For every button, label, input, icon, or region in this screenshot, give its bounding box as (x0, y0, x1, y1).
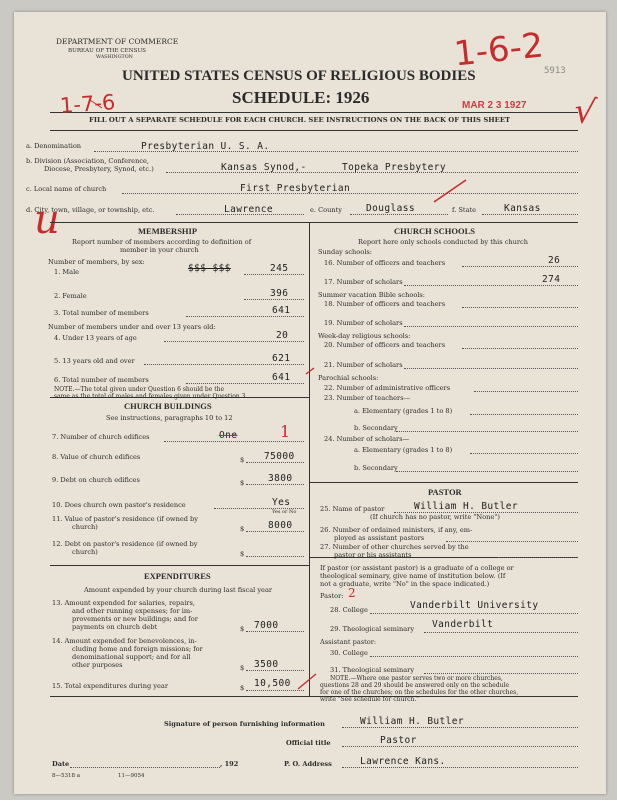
dollar-14: $ (240, 664, 245, 672)
bureau-line: BUREAU OF THE CENSUS (68, 48, 147, 54)
q11-value: 8000 (268, 520, 293, 531)
washington-line: WASHINGTON (96, 55, 133, 60)
dollar-12: $ (240, 550, 245, 558)
dollar-11: $ (240, 525, 245, 533)
state-value: Kansas (504, 203, 541, 214)
q27-line-1: 27. Number of other churches served by the (320, 543, 469, 551)
year-label: , 192 (220, 760, 239, 768)
q26-line-2: ployed as assistant pastors (334, 534, 425, 542)
age-heading: Number of members under and over 13 years old: (48, 323, 216, 331)
q22-label: 22. Number of administrative officers (324, 384, 451, 392)
po-address-label: P. O. Address (284, 760, 332, 768)
q7-label: 7. Number of church edifices (52, 433, 150, 441)
signature-value: William H. Butler (360, 716, 465, 727)
sunday-heading: Sunday schools: (318, 248, 372, 256)
margin-mark: u (34, 197, 60, 243)
schools-heading: CHURCH SCHOOLS (394, 226, 475, 236)
membership-heading: MEMBERSHIP (138, 226, 198, 236)
q2-label: 2. Female (54, 292, 87, 300)
form-title: UNITED STATES CENSUS OF RELIGIOUS BODIES (122, 68, 476, 84)
q23a-label: a. Elementary (grades 1 to 8) (354, 407, 453, 415)
q4-value: 20 (276, 330, 289, 341)
presbytery-value: Topeka Presbytery (342, 162, 447, 173)
division-label: b. Division (Association, Conference, (26, 157, 150, 165)
expenditures-heading: EXPENDITURES (144, 571, 211, 581)
form-number-2: 11—9054 (118, 773, 145, 779)
q13-line-3: provements or new buildings; and for (72, 615, 198, 623)
form-number-1: 8—5318 a (52, 773, 81, 779)
q5-label: 5. 13 years old and over (54, 357, 135, 365)
q14-line-2: cluding home and foreign missions; for (72, 645, 203, 653)
official-title-label: Official title (286, 739, 331, 747)
schools-sub: Report here only schools conducted by this church (358, 238, 528, 246)
q19-label: 19. Number of scholars (324, 319, 403, 327)
q20-label: 20. Number of officers and teachers (324, 341, 446, 349)
grad-line-3: not a graduate, write "No" in the space indicated.) (320, 580, 490, 588)
city-value: Lawrence (224, 204, 273, 215)
q13-line-2: and other running expenses; for im- (72, 607, 193, 615)
expenditures-sub: Amount expended by your church during last fiscal year (84, 586, 273, 594)
grad-line-2: theological seminary, give name of institution below. (If (320, 572, 506, 580)
q14-line-4: other purposes (72, 661, 123, 669)
parochial-heading: Parochial schools: (318, 374, 379, 382)
q2-value: 396 (270, 288, 289, 299)
q24-label: 24. Number of scholars— (324, 435, 410, 443)
q15-label: 15. Total expenditures during year (52, 682, 168, 690)
pastor-note-1: NOTE.—Where one pastor serves two or more churches, (330, 675, 503, 682)
membership-note-1: NOTE.—The total given under Question 6 should be the (54, 386, 225, 393)
city-label: d. City, town, village, or township, etc. (26, 206, 155, 214)
signature-label: Signature of person furnishing information (164, 720, 325, 728)
q11-label-2: church) (72, 523, 98, 531)
q11-label: 11. Value of pastor's residence (if owned by (52, 515, 198, 523)
county-check-stroke (434, 180, 466, 202)
red-pencil-strokes (14, 12, 606, 794)
struck-male-value: $$$ $$$ (188, 263, 231, 274)
q6-label: 6. Total number of members (54, 376, 149, 384)
q13-line-1: 13. Amount expended for salaries, repairs, (52, 599, 195, 607)
state-label: f. State (452, 206, 477, 214)
membership-sub-1: Report number of members according to definition of (72, 238, 252, 246)
q6-value: 641 (272, 372, 291, 383)
q29-value: Vanderbilt (432, 619, 494, 630)
membership-note-2: same as the total of males and females given under Question 3. (54, 393, 248, 400)
q25-value: William H. Butler (414, 501, 519, 512)
dollar-15: $ (240, 684, 245, 692)
schedule-title: SCHEDULE: 1926 (232, 88, 370, 107)
pastor-sub-heading: Pastor: (320, 592, 344, 600)
dollar-13: $ (240, 625, 245, 633)
file-number: 5913 (544, 66, 566, 76)
census-schedule-sheet (14, 12, 606, 794)
weekday-heading: Week-day religious schools: (318, 332, 411, 340)
dollar-8: $ (240, 456, 245, 464)
q8-value: 75000 (264, 451, 295, 462)
q31-label: 31. Theological seminary (330, 666, 415, 674)
membership-sub-2: member in your church (120, 246, 199, 254)
county-value: Douglass (366, 203, 415, 214)
q3-value: 641 (272, 305, 291, 316)
q25-label: 25. Name of pastor (320, 505, 385, 513)
q17-value: 274 (542, 274, 561, 285)
pastor-note-2: questions 28 and 29 should be answered only on the schedule (320, 682, 509, 689)
grad-line-1: If pastor (or assistant pastor) is a graduate of a college or (320, 564, 514, 572)
pastor-check: 2 (348, 586, 356, 600)
q14-line-3: denominational support; and for all (72, 653, 191, 661)
denomination-value: Presbyterian U. S. A. (141, 141, 270, 152)
received-date-stamp: MAR 2 3 1927 (462, 100, 527, 111)
q24a-label: a. Elementary (grades 1 to 8) (354, 446, 453, 454)
q30-label: 30. College (330, 649, 368, 657)
pastor-heading: PASTOR (428, 487, 462, 497)
q14-line-1: 14. Amount expended for benevolences, in- (52, 637, 197, 645)
q23-label: 23. Number of teachers— (324, 394, 411, 402)
q13-line-4: payments on church debt (72, 623, 158, 631)
synod-value: Kansas Synod,- (221, 162, 307, 173)
check-mark-top-right: √ (571, 90, 599, 134)
handwritten-code-left: 1-7-6 (59, 90, 117, 118)
denomination-label: a. Denomination (26, 142, 82, 150)
county-label: e. County (310, 206, 342, 214)
po-address-value: Lawrence Kans. (360, 756, 446, 767)
q26-line-1: 26. Number of ordained ministers, if any, em- (320, 526, 473, 534)
q9-label: 9. Debt on church edifices (52, 476, 140, 484)
local-name-value: First Presbyterian (240, 183, 351, 194)
q16-value: 26 (548, 255, 561, 266)
dollar-9: $ (240, 479, 245, 487)
buildings-sub: See instructions, paragraphs 10 to 12 (106, 414, 233, 422)
buildings-heading: CHURCH BUILDINGS (124, 401, 212, 411)
q10-value: Yes (272, 497, 291, 508)
q10-label: 10. Does church own pastor's residence (52, 501, 186, 509)
q21-label: 21. Number of scholars (324, 361, 403, 369)
official-title-value: Pastor (380, 735, 417, 746)
q1-value: 245 (270, 263, 289, 274)
pastor-note-4: write "See schedule for church." (320, 696, 420, 703)
q23b-label: b. Secondary (354, 424, 398, 432)
q16-label: 16. Number of officers and teachers (324, 259, 446, 267)
yes-no-hint: Yes or No (272, 509, 297, 515)
q25-note: (If church has no pastor, write "None") (370, 513, 500, 521)
total-check-stroke (306, 368, 314, 374)
q5-value: 621 (272, 353, 291, 364)
q1-label: 1. Male (54, 268, 80, 276)
q27-line-2: pastor or his assistants (334, 551, 412, 559)
edifice-correction: 1 (280, 422, 291, 441)
q9-value: 3800 (268, 473, 293, 484)
q14-value: 3500 (254, 659, 279, 670)
q18-label: 18. Number of officers and teachers (324, 300, 446, 308)
instruction-line: FILL OUT A SEPARATE SCHEDULE FOR EACH CHURCH. SEE INSTRUCTIONS ON THE BACK OF THIS SHEET (89, 116, 511, 124)
q12-label: 12. Debt on pastor's residence (if owned by (52, 540, 198, 548)
total-expenditures-check (298, 674, 316, 689)
sex-heading: Number of members, by sex: (48, 258, 145, 266)
q28-label: 28. College (330, 606, 368, 614)
date-label: Date (52, 760, 70, 768)
q12-label-2: church) (72, 548, 98, 556)
q15-value: 10,500 (254, 678, 291, 689)
q28-value: Vanderbilt University (410, 600, 539, 611)
department-line: DEPARTMENT OF COMMERCE (56, 37, 179, 46)
vacation-heading: Summer vacation Bible schools: (318, 291, 426, 299)
q4-label: 4. Under 13 years of age (54, 334, 137, 342)
q17-label: 17. Number of scholars (324, 278, 403, 286)
handwritten-code-top-right: 1-6-2 (452, 25, 546, 75)
asst-pastor-heading: Assistant pastor: (320, 638, 377, 646)
division-label-2: Diocese, Presbytery, Synod, etc.) (44, 165, 154, 173)
q7-value: One (219, 430, 238, 441)
q29-label: 29. Theological seminary (330, 625, 415, 633)
q3-label: 3. Total number of members (54, 309, 149, 317)
q8-label: 8. Value of church edifices (52, 453, 141, 461)
left-code-underline (90, 100, 102, 108)
pastor-note-3: for one of the churches; on the schedules for the other churches, (320, 689, 519, 696)
local-name-label: c. Local name of church (26, 185, 107, 193)
q24b-label: b. Secondary (354, 464, 398, 472)
q13-value: 7000 (254, 620, 279, 631)
